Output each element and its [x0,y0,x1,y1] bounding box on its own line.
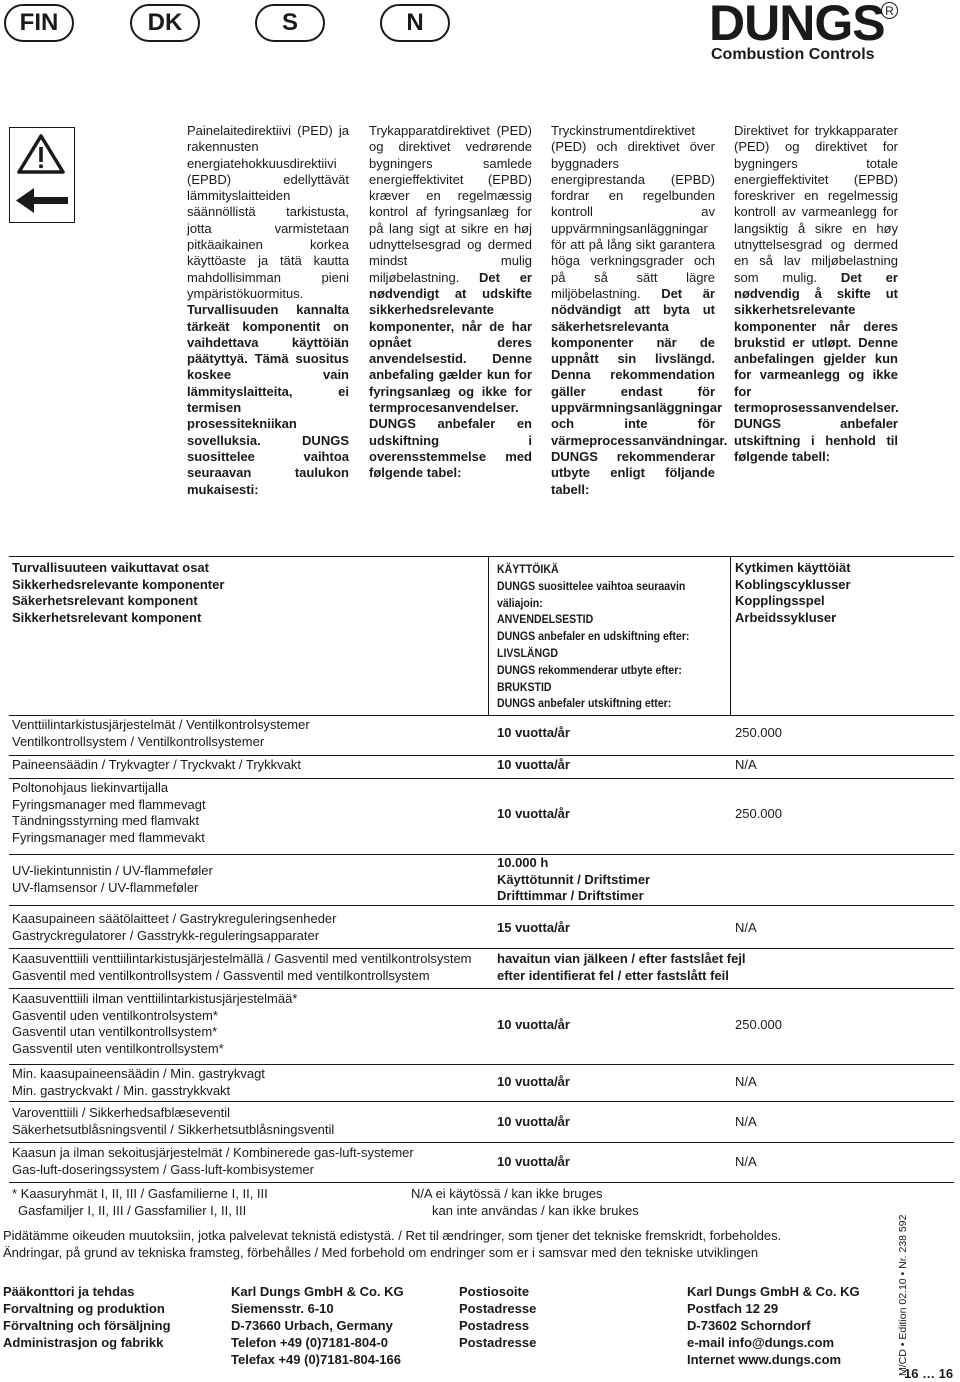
table-row-usage: 10 vuotta/år [497,1154,570,1169]
table-row-usage: 15 vuotta/år [497,920,570,935]
table-row-cycles: N/A [735,1114,757,1129]
table-row-component: Kaasuventtiili venttiilintarkistusjärjestelmällä / Gasventil med ventilkontrolsystem Gasventil med ventilkontrollsystem / Gassventil med ventilkontrollsystem [12,951,472,983]
brand-logo [709,0,894,63]
table-row-cycles: 250.000 [735,725,782,740]
postal-address: Karl Dungs GmbH & Co. KG Postfach 12 29 D-73602 Schorndorf e-mail info@dungs.com Internet www.dungs.com [687,1284,860,1367]
intro-text-dk: Trykapparatdirektivet (PED) og direktivet vedrørende bygningers samlede energieffektivitet (EPBD) kræver en regelmæssig kontrol af fyringsanlæg for på lang sigt at sikre en høj udnyttelsesgrad og dermed mindst mulig miljøbelastning. Det er nødvendigt at udskifte sikkerhedsrelevante komponenter, når de har opnået deres anvendelsestid. Denne anbefaling gælder kun for fyringsanlæg og ikke for termprocesanvendelser. DUNGS anbefaler en udskiftning i overensstemmelse med følgende tabel: [369,123,532,481]
table-row-usage: 10 vuotta/år [497,725,570,740]
header-cycles-cell: Kytkimen käyttöiät Koblingscyklusser Kopplingsspel Arbeidssykluser [735,560,851,625]
warning-triangle-icon [10,128,73,221]
lang-tab-n: N [380,4,450,42]
brand-name: DUNGS [709,0,885,51]
intro-column-dk [369,123,532,482]
table-row-usage: 10 vuotta/år [497,757,570,772]
edition-number: M/CD • Edition 02.10 • Nr. 238 592 [897,1214,909,1376]
brand-subtitle: Combustion Controls [711,46,875,63]
table-row-usage: havaitun vian jälkeen / efter fastslået fejl efter identifierat fel / etter fastslått feil [497,951,746,983]
table-row-cycles: N/A [735,920,757,935]
arrow-left-icon [16,188,68,213]
header-usage-cell: KÄYTTÖIKÄ DUNGS suosittelee vaihtoa seuraavin väliajoin: ANVENDELSESTID DUNGS anbefaler en udskiftning efter: LIVSLÄNGD DUNGS rekommenderar utbyte efter: BRUKSTID DUNGS anbefaler utskiftning etter: [497,562,690,711]
header-component-cell: Turvallisuuteen vaikuttavat osat Sikkerhedsrelevante komponenter Säkerhetsrelevant komponent Sikkerhetsrelevant komponent [12,560,225,625]
table-row-component: Poltonohjaus liekinvartijalla Fyringsmanager med flammevagt Tändningsstyrning med flamvakt Fyringsmanager med flammevakt [12,780,206,845]
registered-mark: R [881,2,898,19]
table-row-component: Paineensäädin / Trykvagter / Tryckvakt / Trykkvakt [12,757,301,772]
na-note: N/A ei käytössä / kan ikke bruges kan inte användas / kan ikke brukes [411,1186,639,1218]
table-row-cycles: 250.000 [735,1017,782,1032]
table-row-usage: 10 vuotta/år [497,1017,570,1032]
table-row-usage: 10.000 h Käyttötunnit / Driftstimer Drifttimmar / Driftstimer [497,855,651,904]
table-row-cycles: N/A [735,1074,757,1089]
intro-text-n: Direktivet for trykkapparater (PED) og direktivet for bygningers totale energieffektivitet (EPBD) foreskriver en regelmessig kontroll av varmeanlegg for langsiktig å sikre en høy utnyttelsesgrad og dermed en så lav miljøbelastning som mulig. Det er nødvendig å skifte ut sikkerhetsrelevante komponenter når deres brukstid er utløpt. Denne anbefalingen gjelder kun for varmeanlegg og ikke for termoprosessanvendelser. DUNGS anbefaler utskiftning i henhold til følgende tabell: [734,123,899,464]
table-row-usage: 10 vuotta/år [497,1074,570,1089]
head-office-address: Karl Dungs GmbH & Co. KG Siemensstr. 6-10 D-73660 Urbach, Germany Telefon +49 (0)7181-804-0 Telefax +49 (0)7181-804-166 [231,1284,404,1367]
table-row-cycles: N/A [735,1154,757,1169]
intro-text-fin: Painelaitedirektiivi (PED) ja rakennusten energiatehokkuusdirektiivi (EPBD) edellyttävät lämmityslaitteiden säännöllistä tarkistusta, jotta varmistetaan pitkäaikainen korkea käyttöaste ja tätä kautta mahdollisimman pieni ympäristökuormitus. Turvallisuuden kannalta tärkeät komponentit on vaihdettava käyttöiän päätyttyä. Tämä suositus koskee vain lämmityslaitteita, ei termisen prosessitekniikan sovelluksia. DUNGS suosittelee vaihtoa seuraavan taulukon mukaisesti: [187,123,349,497]
office-labels: Pääkonttori ja tehdas Forvaltning og produktion Förvaltning och försäljning Administrasjon og fabrikk [3,1284,171,1350]
table-row-component: Kaasun ja ilman sekoitusjärjestelmät / Kombinerede gas-luft-systemer Gas-luft-doseringssystem / Gass-luft-kombisystemer [12,1145,414,1177]
page-number: 16 … 16 [904,1366,954,1381]
intro-column-n [734,123,898,465]
table-row-component: Kaasupaineen säätölaitteet / Gastrykreguleringsenheder Gastryckregulatorer / Gasstrykk-reguleringsapparater [12,911,337,943]
table-row-usage: 10 vuotta/år [497,806,570,821]
table-row-component: Min. kaasupaineensäädin / Min. gastrykvagt Min. gastryckvakt / Min. gasstrykkvakt [12,1066,265,1098]
table-row-component: Varoventtiili / Sikkerhedsafblæseventil Säkerhetsutblåsningsventil / Sikkerhetsutblåsningsventil [12,1105,335,1137]
lang-tab-s: S [255,4,325,42]
disclaimer: Pidätämme oikeuden muutoksiin, jotka palvelevat teknistä edistystä. / Ret til ændringer, som tjener det tekniske fremskridt, forbeholdes. Ändringar, på grund av tekniska framsteg, förbehålles / Med forbehold om endringer som er i samsvar med den tekniske utviklingen [3,1228,782,1260]
table-row-component: Venttiilintarkistusjärjestelmät / Ventilkontrolsystemer Ventilkontrollsystem / Ventilkontrollsystemer [12,717,310,749]
table-row-usage: 10 vuotta/år [497,1114,570,1129]
intro-column-s [551,123,728,498]
table-row-cycles: 250.000 [735,806,782,821]
gas-family-note: * Kaasuryhmät I, II, III / Gasfamilierne I, II, III Gasfamiljer I, II, III / Gassfamilier I, II, III [12,1186,268,1218]
lang-tab-dk: DK [130,4,200,42]
intro-text-s: Tryckinstrumentdirektivet (PED) och direktivet över byggnaders energiprestanda (EPBD) fordrar en regelbunden kontroll av uppvärmningsanläggningar för att på lång sikt garantera höga verkningsgrader och på så sätt lägre miljöbelastning. Det är nödvändigt att byta ut säkerhetsrelevanta komponenter när de uppnått sin livslängd. Denna rekommendation gäller endast för uppvärmningsanläggningar och inte för värmeprocessanvändningar. DUNGS rekommenderar utbyte enligt följande tabell: [551,123,728,497]
intro-column-fin [187,123,349,498]
lang-tab-fin: FIN [4,4,74,42]
notice-icon-box [9,127,75,223]
table-row-cycles: N/A [735,757,757,772]
table-row-component: UV-liekintunnistin / UV-flammeføler UV-flamsensor / UV-flammeføler [12,863,213,895]
table-row-component: Kaasuventtiili ilman venttiilintarkistusjärjestelmää* Gasventil uden ventilkontrolsystem* Gasventil utan ventilkontrollsystem* Gassventil uten ventilkontrollsystem* [12,991,298,1056]
postal-labels: Postiosoite Postadresse Postadress Postadresse [459,1284,537,1350]
